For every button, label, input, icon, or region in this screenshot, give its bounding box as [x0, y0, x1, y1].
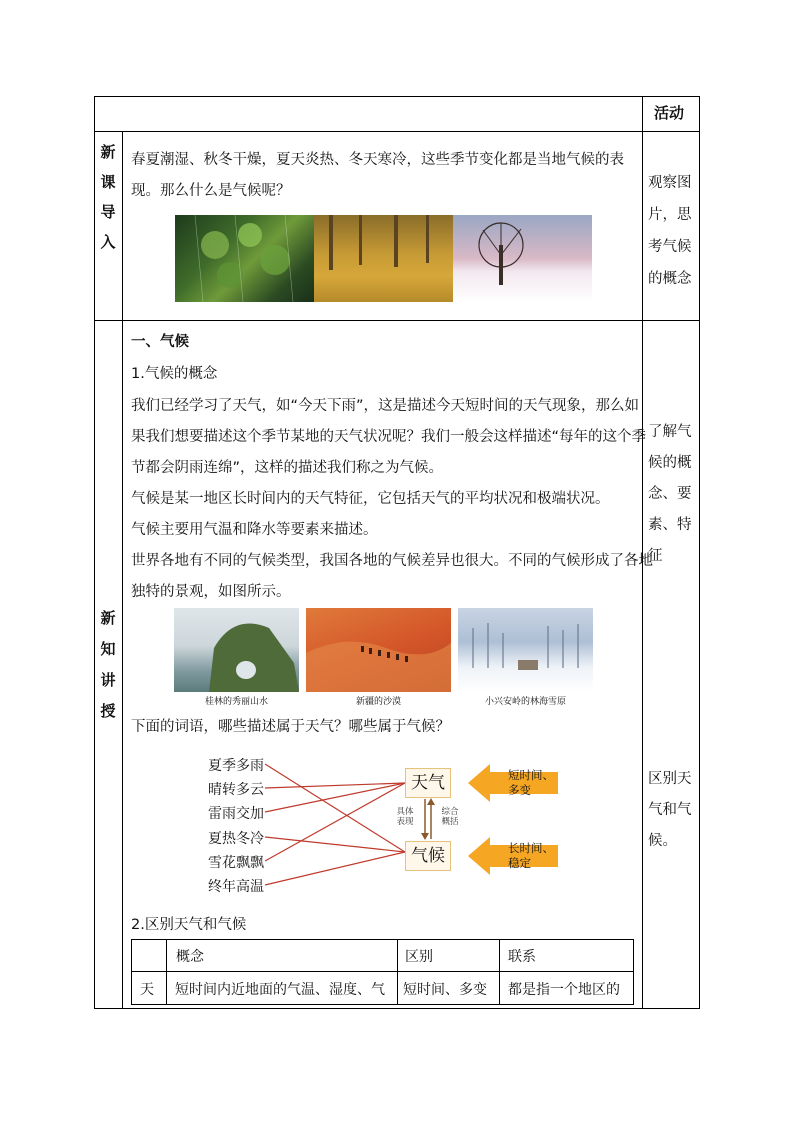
- table-col-divider-1: [122, 131, 123, 1009]
- activity-line: 征: [648, 548, 663, 564]
- paragraph-line: 果我们想要描述这个季节某地的天气状况呢？我们一般会这样描述“每年的这个季: [131, 429, 647, 445]
- table-cell: 短时间内近地面的气温、湿度、气: [175, 982, 385, 998]
- table-cell: 短时间、多变: [403, 982, 487, 998]
- activity-line: 候的概: [648, 455, 692, 471]
- inner-table-border: [166, 939, 167, 1005]
- paragraph-line: 气候主要用气温和降水等要素来描述。: [131, 522, 378, 538]
- climate-box: 气候: [405, 841, 451, 871]
- activity-header: 活动: [654, 104, 685, 122]
- table-header-cell: 联系: [508, 949, 536, 965]
- xiaoxinganling-snow-photo: [458, 608, 593, 692]
- intro-text-line: 现。那么什么是气候呢？: [131, 183, 291, 199]
- climate-note-line: 稳定: [508, 856, 531, 870]
- paragraph-line: 气候是某一地区长时间内的天气特征，它包括天气的平均状况和极端状况。: [131, 491, 610, 507]
- table-cell: 天: [140, 982, 154, 998]
- intro-side-char: 课: [100, 173, 116, 191]
- inner-table-border: [131, 939, 634, 940]
- term-item: 终年高温: [208, 879, 264, 895]
- table-row-divider-2: [94, 320, 700, 321]
- down-label-line: 具体: [396, 807, 414, 817]
- intro-side-char: 导: [100, 203, 116, 221]
- subsection-heading: 1.气候的概念: [131, 366, 218, 382]
- climate-note-arrow: [468, 837, 558, 875]
- photo-caption: 新疆的沙漠: [355, 697, 401, 707]
- newknow-side-char: 讲: [100, 671, 116, 689]
- activity-line: 区别天: [648, 771, 692, 787]
- activity-line: 素、特: [648, 517, 692, 533]
- photo-caption: 桂林的秀丽山水: [204, 697, 268, 707]
- winter-tree-photo: [453, 215, 592, 302]
- activity-line: 候。: [648, 833, 677, 849]
- activity-line: 气和气: [648, 802, 692, 818]
- intro-side-char: 新: [100, 143, 116, 161]
- climate-note-line: 长时间、: [508, 841, 554, 855]
- newknow-side-char: 知: [100, 640, 116, 658]
- newknow-side-char: 新: [100, 609, 116, 627]
- paragraph-line: 世界各地有不同的气候类型，我国各地的气候差异也很大。不同的气候形成了各地: [131, 553, 653, 569]
- inner-table-border: [633, 939, 634, 1005]
- term-item: 夏季多雨: [208, 758, 264, 774]
- up-label-line: 综合: [441, 807, 459, 817]
- term-item: 夏热冬冷: [208, 831, 264, 847]
- up-label: [437, 807, 463, 827]
- subsection-heading: 2.区别天气和气候: [131, 917, 247, 933]
- intro-activity-line: 考气候: [648, 239, 692, 255]
- section-heading: 一、气候: [131, 334, 189, 350]
- table-row-divider-1: [94, 131, 700, 132]
- intro-activity-line: 的概念: [648, 271, 692, 287]
- term-item: 雷雨交加: [208, 806, 264, 822]
- weather-note-arrow: [468, 764, 558, 802]
- table-bottom-border: [94, 1008, 700, 1009]
- inner-table-border: [499, 939, 500, 1005]
- activity-line: 了解气: [648, 424, 692, 440]
- paragraph-line: 节都会阴雨连绵”，这样的描述我们称之为气候。: [131, 460, 444, 476]
- paragraph-line: 我们已经学习了天气，如“今天下雨”，这是描述今天短时间的天气现象，那么如: [131, 398, 640, 414]
- question-text: 下面的词语，哪些描述属于天气？哪些属于气候？: [131, 719, 450, 735]
- inner-table-border: [131, 1004, 634, 1005]
- table-left-border: [94, 96, 95, 1009]
- table-header-cell: 概念: [176, 949, 204, 965]
- intro-activity-line: 片，思: [648, 207, 692, 223]
- photo-caption: 小兴安岭的林海雪原: [484, 697, 566, 707]
- xinjiang-desert-photo: [306, 608, 451, 692]
- table-header-cell: 区别: [405, 949, 433, 965]
- autumn-leaves-photo: [314, 215, 453, 302]
- inner-table-border: [131, 971, 634, 972]
- paragraph-line: 独特的景观，如图所示。: [131, 584, 291, 600]
- guilin-landscape-photo: [174, 608, 299, 692]
- term-item: 雪花飘飘: [208, 855, 264, 871]
- weather-box: 天气: [405, 768, 451, 798]
- inner-table-border: [397, 939, 398, 1005]
- down-label: [392, 807, 418, 827]
- relation-arrows: [418, 797, 438, 841]
- up-label-line: 概括: [441, 817, 459, 827]
- intro-activity-line: 观察图: [648, 175, 692, 191]
- newknow-side-char: 授: [100, 702, 116, 720]
- weather-note-line: 多变: [508, 783, 531, 797]
- weather-note-line: 短时间、: [508, 768, 554, 782]
- spring-rain-photo: [175, 215, 314, 302]
- inner-table-border: [131, 939, 132, 1005]
- down-label-line: 表现: [396, 817, 414, 827]
- intro-text-line: 春夏潮湿、秋冬干燥，夏天炎热、冬天寒冷，这些季节变化都是当地气候的表: [131, 152, 624, 168]
- intro-side-char: 入: [100, 233, 116, 251]
- table-top-border: [94, 96, 700, 97]
- activity-line: 念、要: [648, 486, 692, 502]
- table-cell: 都是指一个地区的: [508, 982, 620, 998]
- term-item: 晴转多云: [208, 782, 264, 798]
